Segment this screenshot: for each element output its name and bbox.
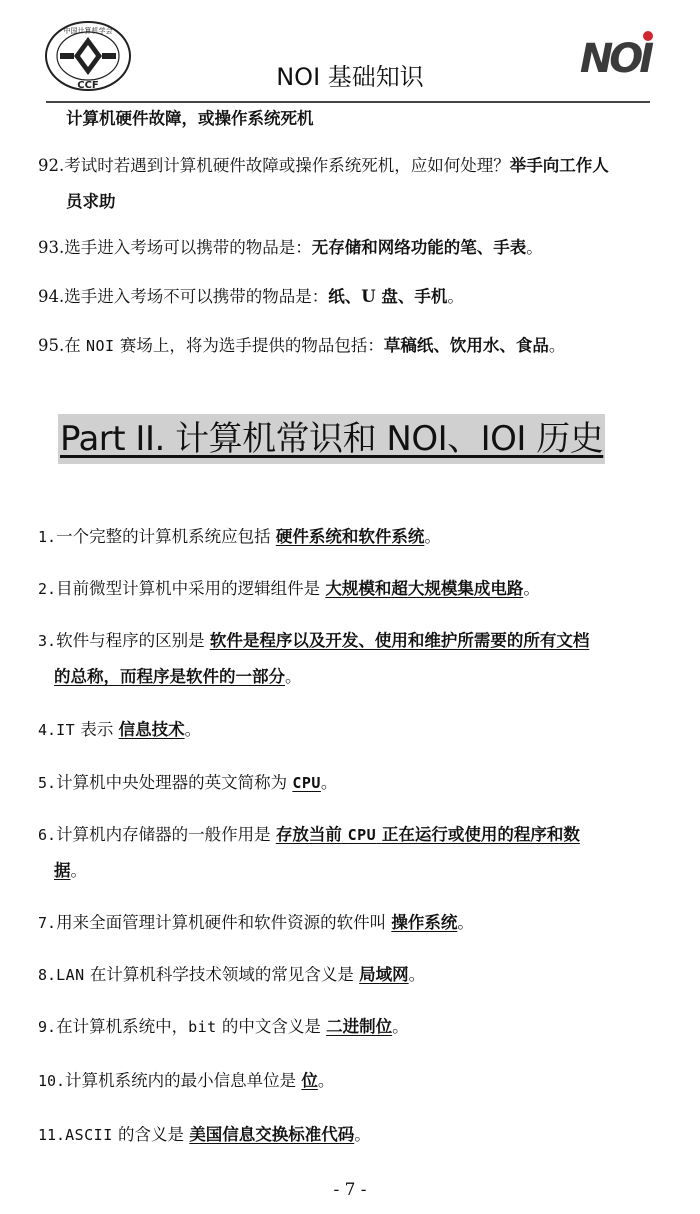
item-end: 。 bbox=[354, 1125, 371, 1144]
item-number: 2. bbox=[38, 580, 57, 598]
question-text: 选手进入考场不可以携带的物品是： bbox=[64, 287, 329, 306]
question-answer: 举手向工作人 bbox=[509, 156, 609, 175]
item-number: 8. bbox=[38, 966, 57, 984]
item-code: IT bbox=[56, 721, 76, 739]
item-answer: 软件是程序以及开发、使用和维护所需要的所有文档 bbox=[209, 631, 590, 650]
question-text: 赛场上，将为选手提供的物品包括： bbox=[119, 336, 384, 355]
item-number: 10. bbox=[38, 1072, 66, 1090]
item-8 bbox=[38, 957, 658, 993]
item-end: 。 bbox=[523, 579, 540, 598]
item-text: 计算机内存储器的一般作用是 bbox=[56, 825, 271, 844]
item-text: 的含义是 bbox=[118, 1125, 184, 1144]
item-answer-cont: 的总称，而程序是软件的一部分 bbox=[54, 667, 285, 686]
item-answer: 局域网 bbox=[359, 965, 409, 984]
item-answer-2: 正在运行或使用的程序和数 bbox=[381, 825, 580, 844]
question-95 bbox=[38, 328, 658, 364]
item-answer: 硬件系统和软件系统 bbox=[275, 527, 425, 546]
item-text: 计算机系统内的最小信息单位是 bbox=[65, 1071, 297, 1090]
svg-text:NOI: NOI bbox=[579, 36, 651, 78]
item-2 bbox=[38, 571, 658, 607]
item-number: 1. bbox=[38, 528, 57, 546]
item-answer: 美国信息交换标准代码 bbox=[189, 1125, 355, 1144]
question-number: 93. bbox=[38, 238, 65, 257]
item-number: 9. bbox=[38, 1018, 57, 1036]
item-number: 3. bbox=[38, 632, 57, 650]
item-code: LAN bbox=[56, 966, 85, 984]
question-answer: 纸、U 盘、手机 bbox=[328, 287, 448, 306]
item-answer: 位 bbox=[301, 1071, 318, 1090]
continuation-line bbox=[38, 101, 658, 137]
item-answer: 操作系统 bbox=[391, 913, 458, 932]
item-text-2: 的中文含义是 bbox=[221, 1017, 321, 1036]
question-end: 。 bbox=[447, 287, 464, 306]
item-end: 。 bbox=[424, 527, 441, 546]
question-text: 选手进入考场可以携带的物品是： bbox=[64, 238, 312, 257]
item-answer: 大规模和超大规模集成电路 bbox=[325, 579, 524, 598]
item-end: 。 bbox=[184, 720, 202, 739]
question-text: 考试时若遇到计算机硬件故障或操作系统死机，应如何处理？ bbox=[64, 156, 510, 175]
item-answer-cont: 据 bbox=[54, 861, 71, 880]
item-text: 在计算机系统中， bbox=[56, 1017, 189, 1036]
item-text: 用来全面管理计算机硬件和软件资源的软件叫 bbox=[56, 913, 387, 932]
item-number: 5. bbox=[38, 774, 57, 792]
question-end: 。 bbox=[526, 238, 543, 257]
question-92 bbox=[38, 148, 658, 220]
item-7 bbox=[38, 905, 658, 941]
item-answer-code: CPU bbox=[347, 826, 377, 844]
question-code: NOI bbox=[86, 337, 115, 355]
item-text: 计算机中央处理器的英文简称为 bbox=[56, 773, 288, 792]
item-9 bbox=[38, 1009, 658, 1045]
item-text: 软件与程序的区别是 bbox=[56, 631, 205, 650]
item-end: 。 bbox=[317, 1071, 335, 1090]
item-number: 11. bbox=[38, 1126, 66, 1144]
item-number: 4. bbox=[38, 721, 57, 739]
item-1 bbox=[38, 519, 658, 555]
item-end: 。 bbox=[392, 1017, 409, 1036]
page-header bbox=[0, 0, 700, 105]
item-end: 。 bbox=[70, 861, 87, 880]
question-end: 。 bbox=[548, 336, 566, 355]
question-answer-cont: 员求助 bbox=[66, 192, 116, 211]
continuation-answer: 计算机硬件故障，或操作系统死机 bbox=[66, 109, 314, 128]
item-10 bbox=[38, 1063, 658, 1099]
question-answer: 草稿纸、饮用水、食品 bbox=[383, 336, 549, 355]
noi-logo bbox=[575, 28, 655, 78]
item-text: 一个完整的计算机系统应包括 bbox=[56, 527, 271, 546]
item-answer: 二进制位 bbox=[326, 1017, 393, 1036]
question-text-pre: 在 bbox=[64, 336, 81, 355]
item-number: 7. bbox=[38, 914, 57, 932]
item-text: 在计算机科学技术领域的常见含义是 bbox=[89, 965, 354, 984]
item-number: 6. bbox=[38, 826, 57, 844]
page-number: - 7 - bbox=[333, 1180, 367, 1200]
item-text: 目前微型计算机中采用的逻辑组件是 bbox=[56, 579, 321, 598]
part-title: Part II. 计算机常识和 NOI、IOI 历史 bbox=[58, 414, 605, 464]
question-number: 92. bbox=[38, 156, 65, 175]
item-text: 表示 bbox=[80, 720, 114, 739]
item-answer: 存放当前 bbox=[275, 825, 342, 844]
item-end: 。 bbox=[285, 667, 302, 686]
question-93 bbox=[38, 230, 658, 266]
svg-text:CCF: CCF bbox=[77, 80, 99, 91]
svg-text:中国计算机学会: 中国计算机学会 bbox=[63, 27, 113, 35]
item-code: bit bbox=[188, 1018, 217, 1036]
item-4 bbox=[38, 712, 658, 748]
item-5 bbox=[38, 765, 658, 801]
item-6 bbox=[38, 817, 658, 889]
item-code: ASCII bbox=[65, 1126, 113, 1144]
question-number: 94. bbox=[38, 287, 65, 306]
question-answer: 无存储和网络功能的笔、手表 bbox=[311, 238, 527, 257]
item-end: 。 bbox=[320, 773, 338, 792]
question-94 bbox=[38, 279, 658, 315]
item-3 bbox=[38, 623, 658, 695]
item-end: 。 bbox=[408, 965, 426, 984]
item-answer: 信息技术 bbox=[118, 720, 185, 739]
item-end: 。 bbox=[457, 913, 474, 932]
header-title: NOI 基础知识 bbox=[276, 63, 424, 91]
item-answer-code: CPU bbox=[292, 774, 321, 792]
question-number: 95. bbox=[38, 336, 65, 355]
item-11 bbox=[38, 1117, 658, 1153]
